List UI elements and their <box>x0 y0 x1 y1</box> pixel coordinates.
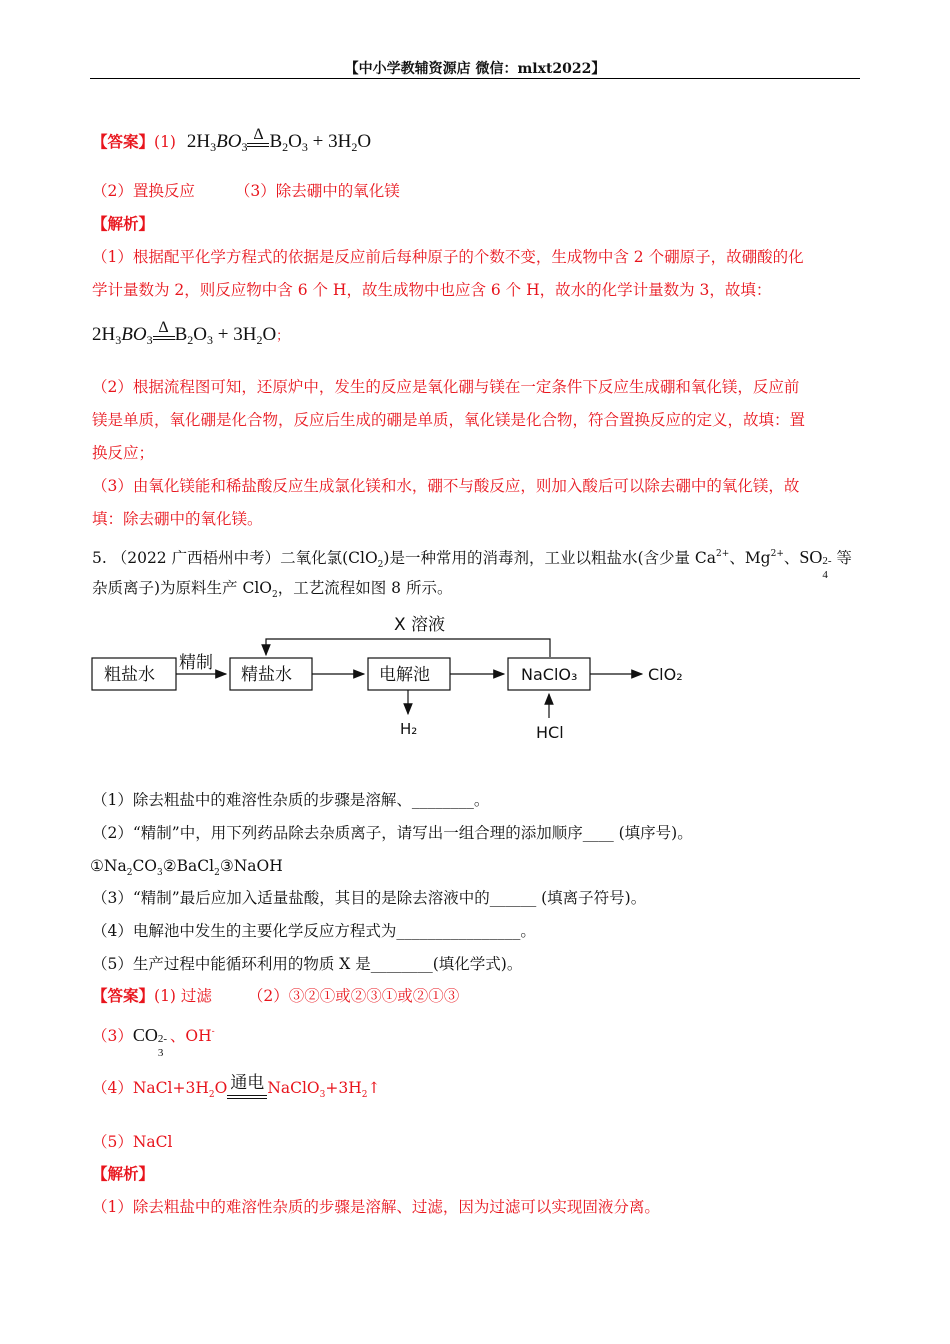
q5-sub3: （3）“精制”最后应加入适量盐酸，其目的是除去溶液中的______ (填离子符号)。 <box>92 889 647 907</box>
q4-answer-line <box>92 126 372 157</box>
process-flow-diagram <box>88 610 708 755</box>
box-crude-brine-label: 粗盐水 <box>104 665 155 685</box>
box-refined-brine-label: 精盐水 <box>241 665 292 685</box>
answer-prefix: (1) <box>154 133 176 151</box>
x-solution-label: X 溶液 <box>394 615 446 635</box>
q4-analysis-1a: （1）根据配平化学方程式的依据是反应前后每种原子的个数不变，生成物中含 2 个硼原子，故硼酸的化 <box>92 248 804 266</box>
refine-label: 精制 <box>179 653 213 673</box>
q5-sub5: （5）生产过程中能循环利用的物质 X 是________(填化学式)。 <box>92 955 523 973</box>
boric-acid-equation: $2H_3BO_3$ Δ $B_2O_3 + 3H_2O$ <box>186 126 372 154</box>
electrolysis-condition: 通电 <box>230 1073 265 1093</box>
q5-answer-3: （3）CO 2- 3 、OH- <box>92 1025 215 1059</box>
q4-answer-2-3: （2）置换反应 （3）除去硼中的氧化镁 <box>92 182 400 200</box>
q5-answer-5: （5）NaCl <box>92 1133 173 1151</box>
q5-sub4: （4）电解池中发生的主要化学反应方程式为________________。 <box>92 922 536 940</box>
q4-analysis-2b: 镁是单质，氧化硼是化合物，反应后生成的硼是单质，氧化镁是化合物，符合置换反应的定义，故填：置 <box>92 411 806 429</box>
q5-analysis-1: （1）除去粗盐中的难溶性杂质的步骤是溶解、过滤，因为过滤可以实现固液分离。 <box>92 1198 660 1216</box>
q5-sub2-options: $①Na_2CO_3②BaCl_2③NaOH$ <box>90 857 283 878</box>
hcl-label: HCl <box>536 723 564 742</box>
q4-analysis-2c: 换反应； <box>92 444 155 462</box>
q4-analysis-3a: （3）由氧化镁能和稀盐酸反应生成氯化镁和水，硼不与酸反应，则加入酸后可以除去硼中的氧化镁，故 <box>92 477 800 495</box>
boric-acid-equation-2: $2H_3BO_3$ Δ $B_2O_3 + 3H_2O$ <box>92 319 277 347</box>
q5-answer-4: $(4)NaCl+3H_2O$ 通电 $NaClO_3+3H_2↑$ <box>92 1073 381 1100</box>
q5-sub1: （1）除去粗盐中的难溶性杂质的步骤是溶解、________。 <box>92 791 490 809</box>
q4-analysis-1b: 学计量数为 2，则反应物中含 6 个 H，故生成物中也应含 6 个 H，故水的化学计量数为 3，故填： <box>92 281 772 299</box>
q4-analysis-2a: （2）根据流程图可知，还原炉中，发生的反应是氧化硼与镁在一定条件下反应生成硼和氧化镁，反应前 <box>92 378 800 396</box>
recycle-arrow <box>266 639 550 657</box>
q4-analysis-equation: $2H_3BO_3$ Δ $B_2O_3 + 3H_2O$； <box>92 319 290 347</box>
h2-label: H₂ <box>400 720 418 738</box>
q4-analysis-tag: 【解析】 <box>92 214 155 233</box>
q5-sub2: （2）“精制”中，用下列药品除去杂质离子，请写出一组合理的添加顺序____ (填序号)。 <box>92 824 693 842</box>
header-rule <box>90 78 860 79</box>
box-naclo3-label: NaClO₃ <box>521 665 578 684</box>
q4-analysis-3b: 填：除去硼中的氧化镁。 <box>92 510 263 528</box>
q5-stem-line1: 5. （2022 广西梧州中考）二氧化氯(ClO$_2$)是一种常用的消毒剂，工业以粗盐水(含少量 $Ca^{2+}$、$Mg^{2+}$、SO 2- 4 等 <box>92 547 852 581</box>
q5-answer-line: 【答案】(1) 过滤 （2）③②①或②③①或②①③ <box>92 986 460 1005</box>
q5-analysis-tag: 【解析】 <box>92 1164 155 1183</box>
q5-stem-line2: 杂质离子)为原料生产 ClO$_2$，工艺流程如图 8 所示。 <box>92 579 453 600</box>
answer-tag: 【答案】 <box>92 132 155 151</box>
box-electrolysis-label: 电解池 <box>379 665 430 685</box>
clo2-label: ClO₂ <box>648 665 683 684</box>
page-header: 【中小学教辅资源店 微信：mlxt2022】 <box>344 61 606 77</box>
